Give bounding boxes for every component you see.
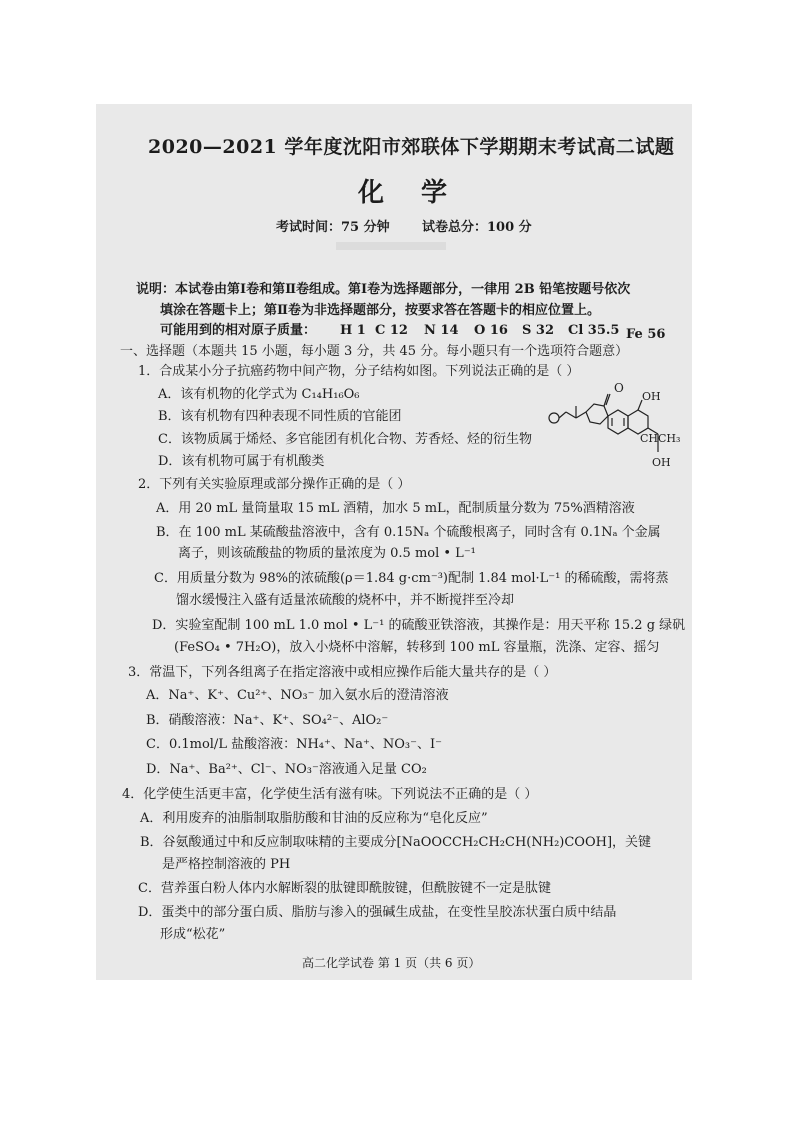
question-2-option-b-line-1: B．在 100 mL 某硫酸盐溶液中，含有 0.15Nₐ 个硫酸根离子，同时含有 0.1Nₐ 个金属 [156,525,661,540]
section-heading: 一、选择题（本题共 15 小题，每小题 3 分，共 45 分。每小题只有一个选项符合题意） [120,344,629,359]
question-4-option-b-line-2: 是严格控制溶液的 PH [162,857,291,872]
question-4-option-d-line-2: 形成“松花” [160,927,226,942]
page-footer: 高二化学试卷 第 1 页（共 6 页） [302,956,481,970]
instructions-line-1: 说明：本试卷由第Ⅰ卷和第Ⅱ卷组成。第Ⅰ卷为选择题部分，一律用 2B 铅笔按题号依次 [136,282,631,297]
exam-title: 2020—2021 学年度沈阳市郊联体下学期期末考试高二试题 [148,136,675,158]
atomic-mass-c: C 12 [375,323,408,338]
question-3-option-a: A．Na⁺、K⁺、Cu²⁺、NO₃⁻ 加入氨水后的澄清溶液 [146,688,449,703]
question-4-stem: 4．化学使生活更丰富，化学使生活有滋有味。下列说法不正确的是（ ） [122,787,538,802]
question-2-option-d-line-2: (FeSO₄ • 7H₂O)，放入小烧杯中溶解，转移到 100 mL 容量瓶，洗涤、定容、摇匀 [174,640,660,655]
hydroxyl-bottom-label: OH [652,456,671,469]
oxygen-label: O [614,381,624,395]
question-3-option-b: B．硝酸溶液：Na⁺、K⁺、SO₄²⁻、AlO₂⁻ [146,713,389,728]
atomic-mass-label: 可能用到的相对原子质量： [160,323,317,338]
question-2-stem: 2．下列有关实验原理或部分操作正确的是（ ） [138,477,411,492]
question-1-option-d: D．该有机物可属于有机酸类 [158,454,325,469]
atomic-mass-n: N 14 [424,323,459,338]
atomic-mass-cl: Cl 35.5 [568,323,620,338]
side-chain-label: CHCH₃ [640,432,681,445]
question-1-option-c: C．该物质属于烯烃、多官能团有机化合物、芳香烃、烃的衍生物 [158,432,532,447]
question-2-option-a: A．用 20 mL 量筒量取 15 mL 酒精，加水 5 mL，配制质量分数为 75%酒精溶液 [156,501,635,516]
exam-time: 考试时间：75 分钟 [276,220,390,235]
erased-mark [336,242,446,250]
hydroxyl-ring-mark [549,413,559,423]
atomic-mass-h: H 1 [340,323,366,338]
question-4-option-b-line-1: B．谷氨酸通过中和反应制取味精的主要成分[NaOOCCH₂CH₂CH(NH₂)COOH]，关键 [140,835,652,850]
atomic-mass-s: S 32 [522,323,555,338]
atomic-mass-o: O 16 [474,323,508,338]
question-2-option-c-line-2: 馏水缓慢注入盛有适量浓硫酸的烧杯中，并不断搅拌至冷却 [176,593,515,608]
question-3-option-c: C．0.1mol/L 盐酸溶液：NH₄⁺、Na⁺、NO₃⁻、I⁻ [146,737,442,752]
question-4-option-d-line-1: D．蛋类中的部分蛋白质、脂肪与渗入的强碱生成盐，在变性呈胶冻状蛋白质中结晶 [138,905,617,920]
question-3-option-d: D．Na⁺、Ba²⁺、Cl⁻、NO₃⁻溶液通入足量 CO₂ [146,762,427,777]
question-1-stem: 1．合成某小分子抗癌药物中间产物，分子结构如图。下列说法正确的是（ ） [138,364,580,379]
molecule-structure-diagram [542,372,688,472]
question-2-option-c-line-1: C．用质量分数为 98%的浓硫酸(ρ＝1.84 g·cm⁻³)配制 1.84 mol·L⁻¹ 的稀硫酸，需将蒸 [154,571,669,586]
question-2-option-b-line-2: 离子，则该硫酸盐的物质的量浓度为 0.5 mol • L⁻¹ [178,546,476,561]
instructions-line-2: 填涂在答题卡上；第Ⅱ卷为非选择题部分，按要求答在答题卡的相应位置上。 [160,303,600,318]
subject-title: 化 学 [358,178,462,208]
question-4-option-a: A．利用废弃的油脂制取脂肪酸和甘油的反应称为“皂化反应” [140,811,488,826]
question-1-option-b: B．该有机物有四种表现不同性质的官能团 [158,409,402,424]
total-score: 试卷总分：100 分 [422,220,532,235]
atomic-mass-fe: Fe 56 [626,327,666,342]
hydroxyl-label: OH [642,390,661,403]
question-4-option-c: C．营养蛋白粉人体内水解断裂的肽键即酰胺键，但酰胺键不一定是肽键 [138,881,551,896]
question-1-option-a: A．该有机物的化学式为 C₁₄H₁₆O₆ [158,387,360,402]
exam-page [96,104,692,980]
question-3-stem: 3．常温下，下列各组离子在指定溶液中或相应操作后能大量共存的是（ ） [128,665,557,680]
question-2-option-d-line-1: D．实验室配制 100 mL 1.0 mol • L⁻¹ 的硫酸亚铁溶液，其操作是：用天平称 15.2 g 绿矾 [152,618,686,633]
